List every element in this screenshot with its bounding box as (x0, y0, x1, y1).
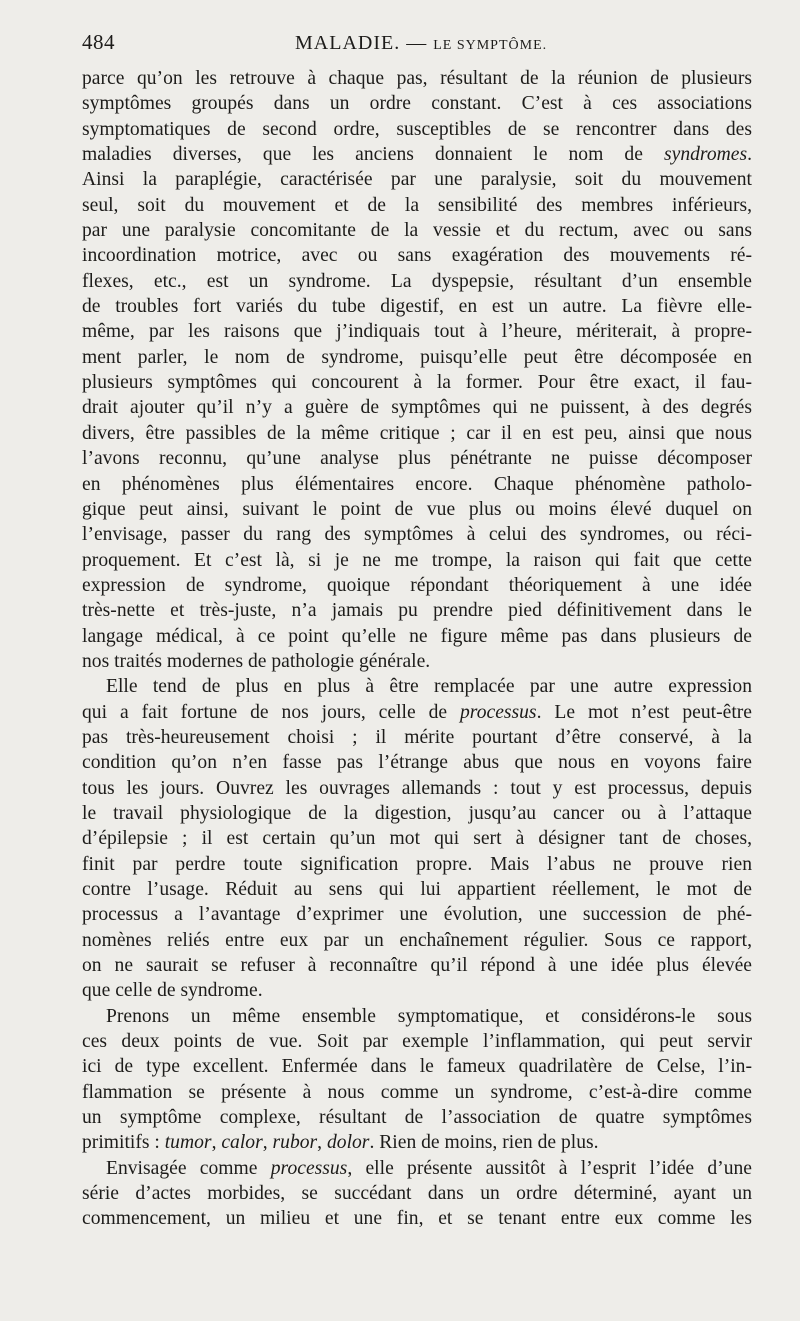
text-line: pas très-heureusement choisi ; il mérite pourtant d’être conservé, à la (82, 726, 752, 748)
text-line: finit par perdre toute signification propre. Mais l’abus ne prouve rien (82, 853, 752, 875)
text-line: processus a l’avantage d’exprimer une évolution, une succession de phé- (82, 904, 752, 926)
text-line: symptômes groupés dans un ordre constant. C’est à ces associations (82, 93, 752, 115)
text-line: langage médical, à ce point qu’elle ne figure même pas dans plusieurs de (82, 625, 752, 647)
text-line: maladies diverses, que les anciens donnaient le nom de syndromes. (82, 144, 752, 166)
page-number: 484 (82, 30, 115, 54)
text-line: symptomatiques de second ordre, susceptibles de se rencontrer dans des (82, 118, 752, 140)
text-line: flammation se présente à nous comme un syndrome, c’est-à-dire comme (82, 1081, 752, 1103)
text-line: qui a fait fortune de nos jours, celle de processus. Le mot n’est peut-être (82, 701, 753, 723)
text-line: primitifs : tumor, calor, rubor, dolor. Rien de moins, rien de plus. (82, 1132, 599, 1154)
body-text (82, 66, 752, 1232)
text-line: un symptôme complexe, résultant de l’association de quatre symptômes (82, 1107, 752, 1129)
text-line: expression de syndrome, quoique répondant théoriquement à une idée (82, 574, 752, 596)
text-line: Envisagée comme processus, elle présente aussitôt à l’esprit l’idée d’une (106, 1157, 752, 1179)
text-line: on ne saurait se refuser à reconnaître qu’il répond à une idée plus élevée (82, 955, 752, 977)
text-line: série d’actes morbides, se succédant dans un ordre déterminé, ayant un (82, 1183, 752, 1205)
text-line: ment parler, le nom de syndrome, puisqu’elle peut être décomposée en (82, 346, 752, 368)
text-line: proquement. Et c’est là, si je ne me trompe, la raison qui fait que cette (82, 549, 752, 571)
text-line: Prenons un même ensemble symptomatique, et considérons-le sous (106, 1005, 752, 1027)
text-line: commencement, un milieu et une fin, et se tenant entre eux comme les (82, 1208, 752, 1230)
italic-term: syndromes (664, 144, 748, 166)
paragraph (82, 1004, 752, 1156)
italic-term: tumor (164, 1132, 212, 1154)
italic-term: processus (460, 701, 537, 723)
text-line: plusieurs symptômes qui concourent à la former. Pour être exact, il fau- (82, 372, 752, 394)
text-line: ces deux points de vue. Soit par exemple l’inflammation, qui peut servir (82, 1031, 752, 1053)
italic-term: dolor (326, 1132, 370, 1154)
running-head-subtitle: LE SYMPTÔME. (433, 38, 548, 53)
text-line: que celle de syndrome. (82, 980, 263, 1002)
text-line: par une paralysie concomitante de la vessie et du rectum, avec ou sans (82, 220, 752, 242)
text-line: parce qu’on les retrouve à chaque pas, résultant de la réunion de plusieurs (82, 68, 752, 89)
text-line: le travail physiologique de la digestion, jusqu’au cancer ou à l’attaque (82, 802, 752, 824)
text-line: Ainsi la paraplégie, caractérisée par une paralysie, soit du mouvement (82, 169, 752, 191)
text-line: condition qu’on n’en fasse pas l’étrange abus que nous en voyons faire (82, 752, 752, 774)
text-line: très-nette et très-juste, n’a jamais pu prendre pied définitivement dans le (82, 600, 752, 622)
text-line: nos traités modernes de pathologie générale. (82, 650, 431, 672)
paragraph (82, 66, 752, 674)
text-line: gique peut ainsi, suivant le point de vue plus ou moins élevé duquel on (82, 498, 752, 520)
italic-term: calor (221, 1132, 263, 1154)
text-line: contre l’usage. Réduit au sens qui lui appartient réellement, le mot de (82, 879, 752, 900)
text-line: nomènes reliés entre eux par un enchaînement régulier. Sous ce rapport, (82, 929, 752, 951)
text-line: en phénomènes plus élémentaires encore. Chaque phénomène patholo- (82, 473, 752, 495)
paragraph (82, 674, 752, 1003)
page-header (82, 30, 754, 64)
italic-term: processus (270, 1157, 348, 1179)
italic-term: rubor (272, 1132, 318, 1154)
text-line: drait ajouter qu’il n’y a guère de symptômes qui ne puissent, à des degrés (82, 397, 752, 419)
text-line: divers, être passibles de la même critique ; car il en est peu, ainsi que nous (82, 422, 752, 444)
text-line: seul, soit du mouvement et de la sensibilité des membres inférieurs, (82, 194, 752, 216)
text-line: flexes, etc., est un syndrome. La dyspepsie, résultant d’un ensemble (82, 270, 752, 292)
text-line: de troubles fort variés du tube digestif, en est un autre. La fièvre elle- (82, 296, 752, 318)
text-line: d’épilepsie ; il est certain qu’un mot qui sert à désigner tant de choses, (82, 828, 752, 850)
text-line: ici de type excellent. Enfermée dans le fameux quadrilatère de Celse, l’in- (82, 1056, 752, 1078)
running-head (295, 32, 547, 55)
text-line: même, par les raisons que j’indiquais tout à l’heure, mériterait, à propre- (82, 321, 752, 343)
text-line: incoordination motrice, avec ou sans exagération des mouvements ré- (82, 245, 752, 267)
text-line: Elle tend de plus en plus à être remplacée par une autre expression (106, 676, 752, 698)
running-head-dash: — (406, 32, 428, 54)
running-head-title: MALADIE. (295, 32, 401, 54)
text-line: l’avons reconnu, qu’une analyse plus pénétrante ne puisse décomposer (82, 448, 752, 470)
text-line: l’envisage, passer du rang des symptômes à celui des syndromes, ou réci- (82, 524, 752, 546)
paragraph (82, 1156, 752, 1232)
text-line: tous les jours. Ouvrez les ouvrages allemands : tout y est processus, depuis (82, 777, 752, 799)
